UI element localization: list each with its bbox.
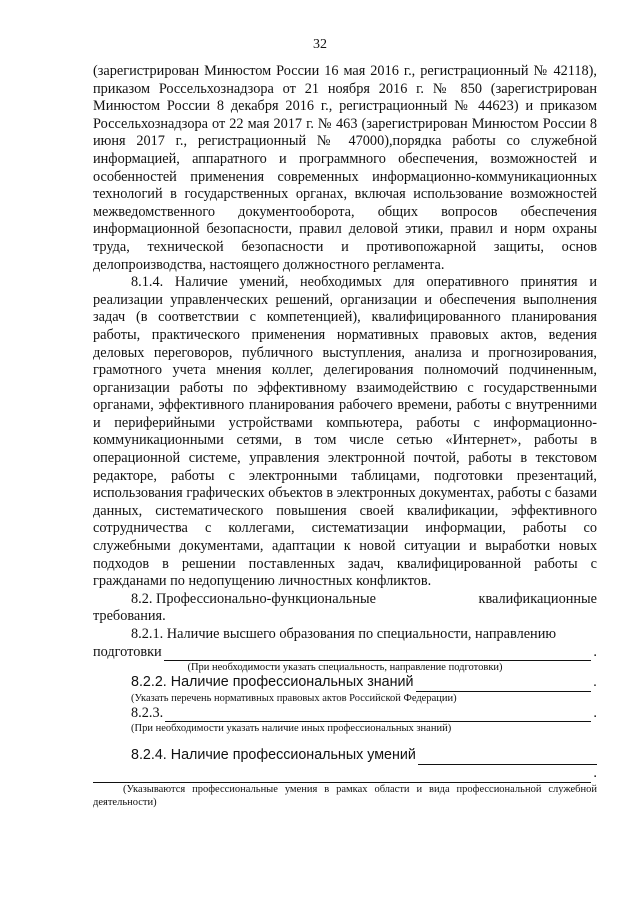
item-8-2-1-blank[interactable] (164, 647, 592, 661)
item-8-2-3-note: (При необходимости указать наличие иных профессиональных знаний) (131, 723, 452, 735)
item-8-2-1-note: (При необходимости указать специальность, направление подготовки) (187, 662, 503, 674)
item-8-2-3-label: 8.2.3. (131, 704, 164, 721)
heading-8-2 (93, 591, 597, 609)
item-8-2-4-label: 8.2.4. Наличие профессиональных умений (131, 747, 416, 764)
period: . (593, 643, 597, 660)
item-8-2-3-blank[interactable] (165, 708, 591, 722)
period: . (593, 674, 597, 691)
item-8-2-1: 8.2.1. Наличие высшего образования по специальности, направлению (131, 626, 557, 642)
document-body (93, 63, 597, 809)
period: . (593, 704, 597, 721)
heading-8-2-continuation: требования. (93, 608, 166, 625)
period: . (593, 764, 597, 781)
item-8-2-1-row (93, 644, 597, 662)
item-8-2-1-label: подготовки (93, 643, 162, 660)
item-8-2-4-note: (Указываются профессиональные умения в рамках области и вида профессиональной служебной деятельности) (93, 783, 597, 808)
item-8-2-3-row (93, 705, 597, 723)
item-8-2-2-label: 8.2.2. Наличие профессиональных знаний (131, 674, 414, 691)
item-8-2-2-note: (Указать перечень нормативных правовых актов Российской Федерации) (131, 692, 457, 704)
item-8-2-2-row (93, 674, 597, 692)
item-8-2-4-row (93, 747, 597, 765)
paragraph-8-1-4: 8.1.4. Наличие умений, необходимых для оперативного принятия и реализации управленческих решений, организации и обеспечения выполнения задач (в соответствии с компетенцией), квалифицированного планирования работы, практического применения нормативных правовых актов, ведения деловых переговоров, публичного выступления, анализа и прогнозирования, грамотного учета мнения коллег, делегирования полномочий подчиненным, организации работы по эффективному взаимодействию с государственными органами, эффективного планирования рабочего времени, работы с внутренними и периферийными устройствами компьютера, работы с информационно-коммуникационными сетями, в том числе сетью «Интернет», работы в операционной системе, управления электронной почтой, работы в текстовом редакторе, работы с электронными таблицами, подготовки презентаций, использования графических объектов в электронных документах, работы с базами данных, систематического повышения своей квалификации, эффективного сотрудничества с коллегами, систематизации информации, работы со служебными документами, адаптации к новой ситуации и выработки новых подходов в решении поставленных задач, квалифицированной работы с гражданами по недопущению личностных конфликтов. (93, 274, 597, 590)
heading-8-2-left: 8.2. Профессионально-функциональные (131, 590, 376, 607)
item-8-2-2-blank[interactable] (416, 678, 592, 692)
page-number: 32 (313, 37, 327, 52)
item-8-2-4-blank[interactable] (418, 751, 597, 765)
item-8-2-4-blank-2[interactable] (93, 769, 591, 783)
heading-8-2-right: квалификационные (478, 590, 597, 607)
item-8-2-4-row-2 (93, 765, 597, 783)
paragraph-continuation: (зарегистрирован Минюстом России 16 мая 2016 г., регистрационный № 42118), приказом Россельхознадзора от 21 ноября 2016 г. № 850 (зарегистрирован Минюстом России 8 декабря 2016 г., регистрационный № 44623) и приказом Россельхознадзора от 22 мая 2017 г. № 463 (зарегистрирован Минюстом России 8 июня 2017 г., регистрационный № 47000),порядка работы со служебной информацией, аппаратного и программного обеспечения, возможностей и особенностей применения современных информационно-коммуникационных технологий в государственных органах, включая использование возможностей межведомственного документооборота, общих вопросов обеспечения информационной безопасности, правил деловой этики, правил и норм охраны труда, технической безопасности и противопожарной защиты, основ делопроизводства, настоящего должностного регламента. (93, 63, 597, 273)
